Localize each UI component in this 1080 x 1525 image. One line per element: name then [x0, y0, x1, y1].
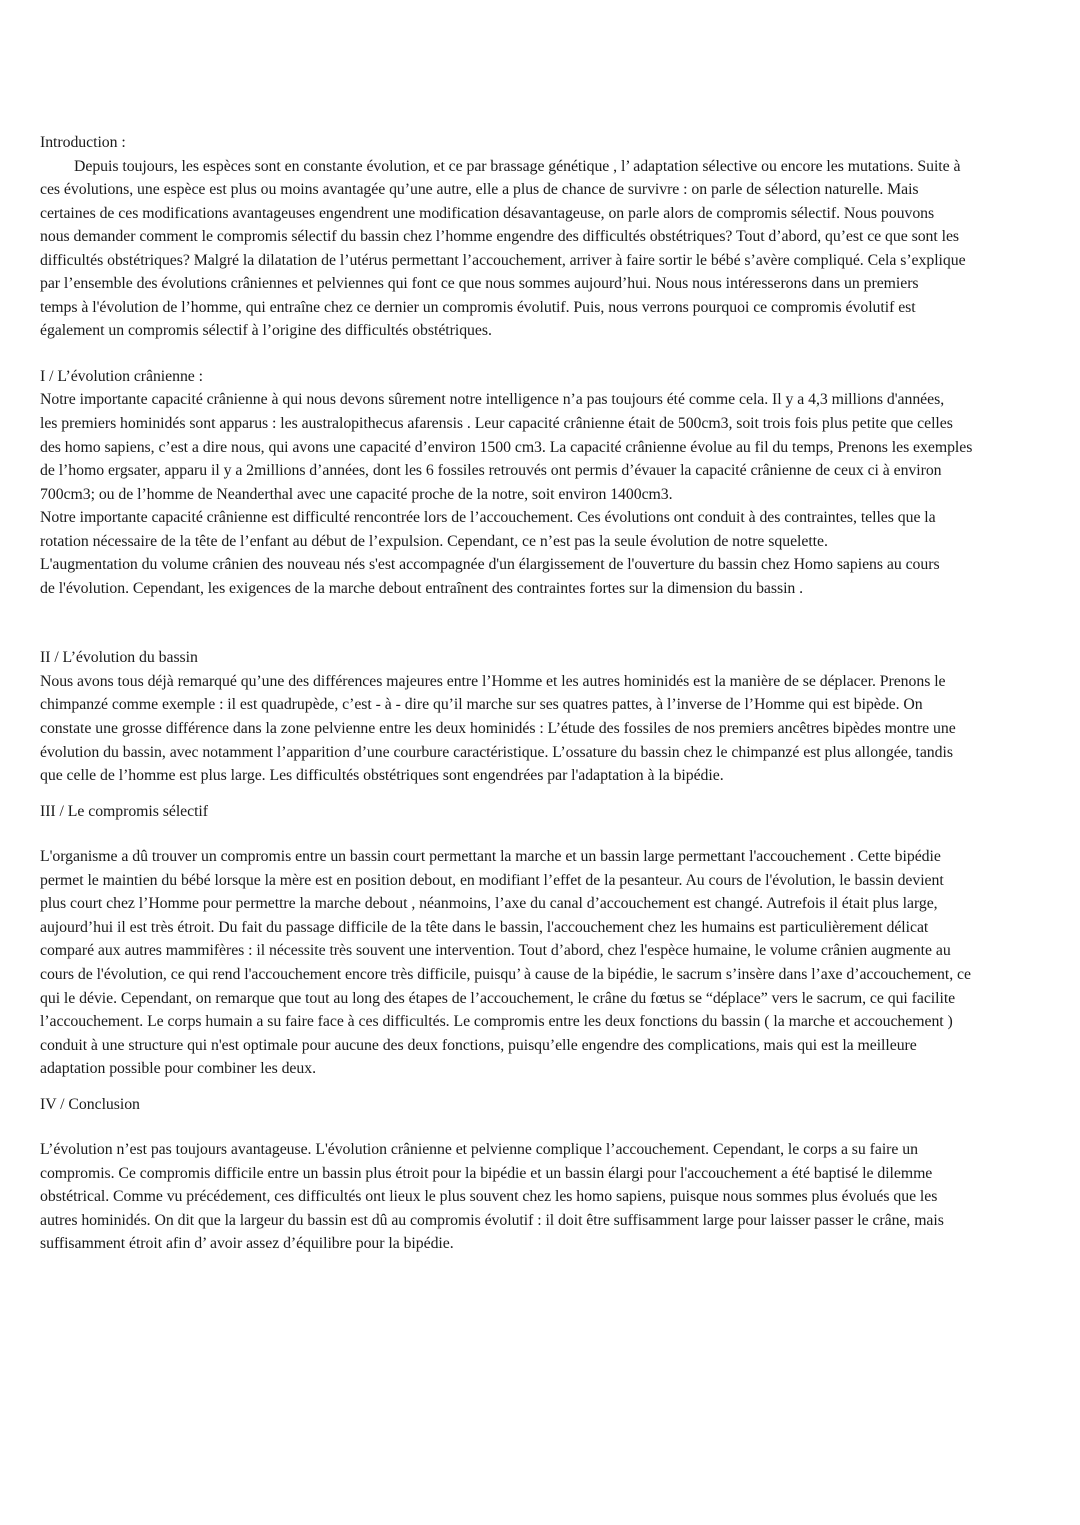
- section-1-line: Notre importante capacité crânienne à qui nous devons sûrement notre intelligence n’a pas toujours été comme cela. Il y a 4,3 millions d'années,: [40, 391, 945, 409]
- section-3-line: cours de l'évolution, ce qui rend l'accouchement encore très difficile, puisqu’ à cause de la bipédie, le sacrum s’insère dans l’axe d’accouchement, ce: [40, 965, 971, 983]
- intro-line: nous demander comment le compromis sélectif du bassin chez l’homme engendre des difficultés obstétriques? Tout d’abord, qu’est ce que sont les: [40, 228, 960, 246]
- section-4-line: compromis. Ce compromis difficile entre un bassin plus étroit pour la bipédie et un bassin élargi pour l'accouchement a été baptisé le dilemme: [40, 1164, 933, 1182]
- section-3-line: comparé aux autres mammifères : il nécessite très souvent une intervention. Tout d’abord, chez l'espèce humaine, le volume crânien augmente au: [40, 942, 951, 960]
- document-page: [40, 131, 1044, 1256]
- spacer: [40, 823, 1044, 845]
- section-1-line: Notre importante capacité crânienne est difficulté rencontrée lors de l’accouchement. Ces évolutions ont conduit à des contraintes, telles que la: [40, 509, 936, 527]
- section-2-line: constate une grosse différence dans la zone pelvienne entre les deux hominidés : L’étude des fossiles de nos premiers ancêtres bipèdes montre une: [40, 720, 956, 738]
- section-3-heading: III / Le compromis sélectif: [40, 802, 208, 820]
- section-1-line: les premiers hominidés sont apparus : les australopithecus afarensis . Leur capacité crânienne était de 500cm3, soit trois fois plus petite que celles: [40, 415, 953, 433]
- section-2-heading: II / L’évolution du bassin: [40, 649, 198, 667]
- spacer: [40, 1081, 1044, 1093]
- section-1-line: rotation nécessaire de la tête de l’enfant au début de l’expulsion. Cependant, ce n’est pas la seule évolution de notre squelette.: [40, 532, 828, 550]
- section-2-line: que celle de l’homme est plus large. Les difficultés obstétriques sont engendrées par l'adaptation à la bipédie.: [40, 767, 724, 785]
- section-3-line: aujourd’hui il est très étroit. Du fait du passage difficile de la tête dans le bassin, l'accouchement chez les humains est particulièrement délicat: [40, 918, 929, 936]
- section-3-line: L'organisme a dû trouver un compromis entre un bassin court permettant la marche et un bassin large permettant l'accouchement . Cette bipédie: [40, 848, 941, 866]
- section-4-line: obstétrical. Comme vu précédement, ces difficultés ont lieux le plus souvent chez les homo sapiens, puisque nous sommes plus évolués que les: [40, 1188, 938, 1206]
- section-4-line: autres hominidés. On dit que la largeur du bassin est dû au compromis évolutif : il doit être suffisamment large pour laisser passer le crâne, mais: [40, 1211, 944, 1229]
- intro-line: certaines de ces modifications avantageuses engendrent une modification désavantageuse, on parle alors de compromis sélectif. Nous pouvons: [40, 204, 935, 222]
- section-1-line: de l’homo ergsater, apparu il y a 2millions d’années, dont les 6 fossiles retrouvés ont permis d’évauer la capacité crânienne de ceux ci à environ: [40, 462, 942, 480]
- section-3-line: conduit à une structure qui n'est optimale pour aucune des deux fonctions, puisqu’elle engendre des complications, mais qui est la meilleure: [40, 1036, 917, 1054]
- section-1-line: de l'évolution. Cependant, les exigences de la marche debout entraînent des contraintes fortes sur la dimension du bassin .: [40, 579, 804, 597]
- section-3-line: l’accouchement. Le corps humain a su faire face à ces difficultés. Le compromis entre les deux fonctions du bassin ( la marche et accouchement ): [40, 1013, 953, 1031]
- section-3-line: qui le dévie. Cependant, on remarque que tout au long des étapes de l’accouchement, le crâne du fœtus se “déplace” vers le sacrum, ce qui facilite: [40, 989, 956, 1007]
- section-2-line: évolution du bassin, avec notamment l’apparition d’une courbure caractéristique. L’ossature du bassin chez le chimpanzé est plus allongée, tandis: [40, 743, 953, 761]
- intro-line: Depuis toujours, les espèces sont en constante évolution, et ce par brassage génétique , l’ adaptation sélective ou encore les mutations. Suite à: [74, 157, 961, 175]
- intro-line: par l’ensemble des évolutions crâniennes et pelviennes qui font ce que nous sommes aujourd’hui. Nous nous intéresserons dans un premiers: [40, 275, 919, 293]
- document-body: [40, 131, 1044, 1256]
- section-1-line: des homo sapiens, c’est a dire nous, qui avons une capacité d’environ 1500 cm3. La capacité crânienne évolue au fil du temps, Prenons les exemples: [40, 438, 973, 456]
- intro-line: ces évolutions, une espèce est plus ou moins avantagée qu’une autre, elle a plus de chance de survivre : on parle de sélection naturelle. Mais: [40, 181, 919, 199]
- section-2-line: chimpanzé comme exemple : il est quadrupède, c’est - à - dire qu’il marche sur ses quatres pattes, à l’inverse de l’Homme qui est bipède. On: [40, 696, 923, 714]
- intro-line: temps à l'évolution de l’homme, qui entraîne chez ce dernier un compromis évolutif. Puis, nous verrons pourquoi ce compromis évolutif est: [40, 298, 916, 316]
- section-4-line: suffisamment étroit afin d’ avoir assez d’équilibre pour la bipédie.: [40, 1235, 454, 1253]
- intro-heading: Introduction :: [40, 134, 126, 151]
- intro-line: également un compromis sélectif à l’origine des difficultés obstétriques.: [40, 322, 492, 340]
- section-3-line: plus court chez l’Homme pour permettre la marche debout , néanmoins, l’axe du canal d’accouchement est changé. Autrefois il était plus large,: [40, 895, 938, 913]
- section-4-heading: IV / Conclusion: [40, 1095, 140, 1113]
- spacer: [40, 788, 1044, 800]
- section-2-line: Nous avons tous déjà remarqué qu’une des différences majeures entre l’Homme et les autres hominidés est la manière de se déplacer. Prenons le: [40, 672, 946, 690]
- section-3-line: adaptation possible pour combiner les deux.: [40, 1060, 316, 1078]
- spacer: [40, 600, 1044, 646]
- section-1-heading: I / L’évolution crânienne :: [40, 367, 204, 385]
- spacer: [40, 343, 1044, 365]
- section-4-line: L’évolution n’est pas toujours avantageuse. L'évolution crânienne et pelvienne complique l’accouchement. Cependant, le corps a su faire un: [40, 1141, 918, 1159]
- section-1-line: L'augmentation du volume crânien des nouveau nés s'est accompagnée d'un élargissement de l'ouverture du bassin chez Homo sapiens au cours: [40, 556, 940, 574]
- section-3-line: permet le maintien du bébé lorsque la mère est en position debout, en modifiant l’effet de la pesanteur. Au cours de l'évolution, le bassin devient: [40, 871, 944, 889]
- spacer: [40, 1116, 1044, 1138]
- section-1-line: 700cm3; ou de l’homme de Neanderthal avec une capacité proche de la notre, soit environ 1400cm3.: [40, 485, 673, 503]
- intro-line: difficultés obstétriques? Malgré la dilatation de l’utérus permettant l’accouchement, arriver à faire sortir le bébé s’avère compliqué. Cela s’explique: [40, 251, 966, 269]
